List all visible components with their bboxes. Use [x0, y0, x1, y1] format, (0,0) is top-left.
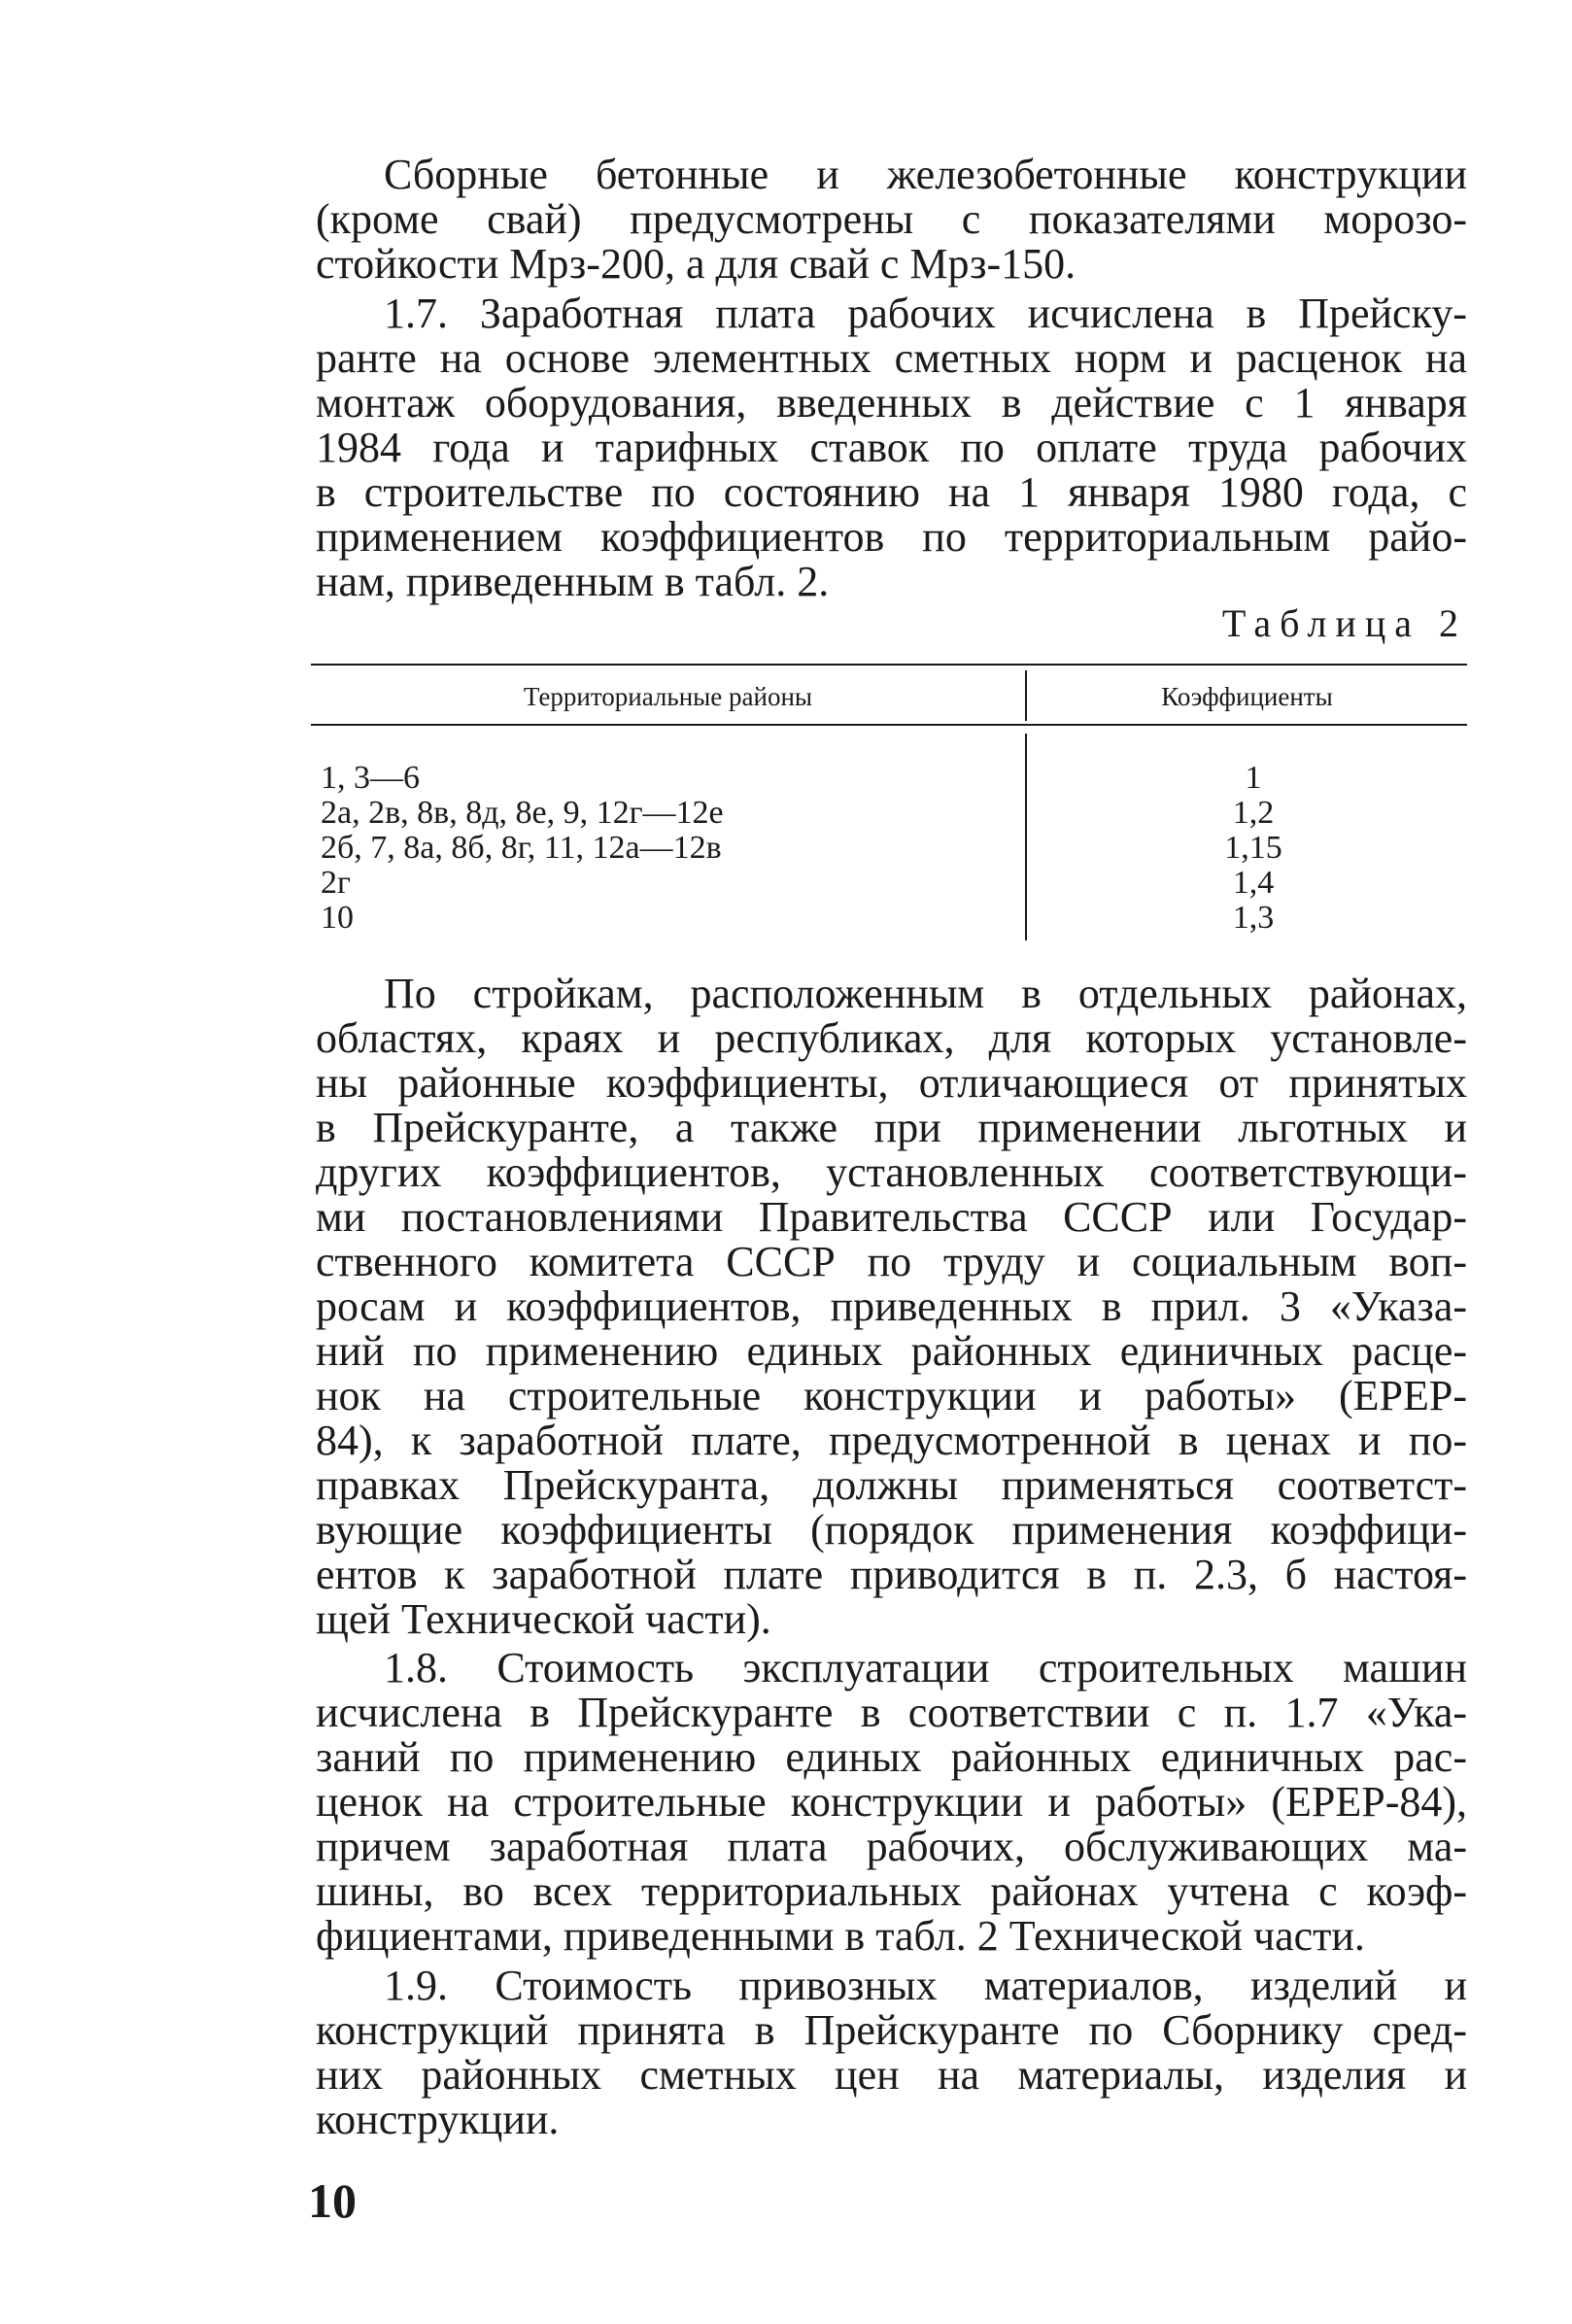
- text-line: вующие коэффициенты (порядок применения коэффици-: [316, 1506, 1467, 1554]
- text-line: в строительстве по состоянию на 1 января 1980 года, с: [316, 468, 1467, 516]
- text-line: монтаж оборудования, введенных в действие с 1 января: [316, 379, 1467, 427]
- text-line: нок на строительные конструкции и работы» (ЕРЕР-: [316, 1372, 1467, 1419]
- text-line: Сборные бетонные и железобетонные конструкции: [384, 151, 1467, 198]
- text-line: них районных сметных цен на материалы, изделия и: [316, 2051, 1467, 2099]
- text-line: щей Технической части).: [316, 1595, 771, 1643]
- text-line: 84), к заработной плате, предусмотренной в ценах и по-: [316, 1417, 1467, 1464]
- table-top-rule: [311, 664, 1467, 666]
- table-cell-region: 1, 3—6: [321, 760, 420, 796]
- table-cell-region: 2а, 2в, 8в, 8д, 8е, 9, 12г—12е: [321, 795, 724, 831]
- table-cell-coef: 1,3: [1232, 900, 1275, 936]
- table-cell-coef: 1,15: [1224, 830, 1282, 866]
- table-caption: Таблица 2: [1221, 601, 1467, 645]
- table-cell-region: 2г: [321, 865, 351, 901]
- text-line: применением коэффициентов по территориальным райо-: [316, 513, 1467, 561]
- text-line: ценок на строительные конструкции и работы» (ЕРЕР-84),: [316, 1778, 1467, 1826]
- table-cell-region: 10: [321, 900, 354, 936]
- table-header-divider: [1025, 670, 1027, 721]
- text-line: исчислена в Прейскуранте в соответствии с п. 1.7 «Ука-: [316, 1689, 1467, 1736]
- text-line: правках Прейскуранта, должны применяться соответст-: [316, 1461, 1467, 1509]
- text-line: областях, краях и республиках, для которых установле-: [316, 1014, 1467, 1062]
- table-header-coefficients: Коэффициенты: [1161, 682, 1333, 711]
- text-line: ранте на основе элементных сметных норм и расценок на: [316, 334, 1467, 382]
- text-line: 1984 года и тарифных ставок по оплате труда рабочих: [316, 424, 1467, 471]
- text-line: конструкций принята в Прейскуранте по Сборнику сред-: [316, 2006, 1467, 2054]
- text-line: 1.8. Стоимость эксплуатации строительных машин: [384, 1644, 1467, 1692]
- text-line: (кроме свай) предусмотрены с показателями морозо-: [316, 195, 1467, 243]
- text-line: По стройкам, расположенным в отдельных районах,: [384, 970, 1467, 1017]
- text-line: ний по применению единых районных единичных расце-: [316, 1327, 1467, 1375]
- text-line: других коэффициентов, установленных соответствующи-: [316, 1148, 1467, 1196]
- text-line: заний по применению единых районных единичных рас-: [316, 1733, 1467, 1781]
- table-cell-region: 2б, 7, 8а, 8б, 8г, 11, 12а—12в: [321, 830, 722, 866]
- text-line: ми постановлениями Правительства СССР или Государ-: [316, 1193, 1467, 1241]
- text-line: стойкости Мрз-200, а для свай с Мрз-150.: [316, 240, 1076, 288]
- text-line: конструкции.: [316, 2096, 560, 2143]
- text-line: причем заработная плата рабочих, обслуживающих ма-: [316, 1823, 1467, 1870]
- text-line: ентов к заработной плате приводится в п. 2.3, б настоя-: [316, 1551, 1467, 1598]
- table-header-rule: [311, 724, 1467, 726]
- table-header-regions: Территориальные районы: [523, 682, 813, 711]
- text-line: в Прейскуранте, а также при применении льготных и: [316, 1104, 1467, 1151]
- text-line: фициентами, приведенными в табл. 2 Технической части.: [316, 1912, 1365, 1960]
- text-line: нам, приведенным в табл. 2.: [316, 558, 830, 605]
- table-cell-coef: 1,4: [1232, 865, 1275, 901]
- table-column-divider: [1025, 734, 1027, 940]
- table-cell-coef: 1: [1245, 760, 1262, 796]
- text-line: шины, во всех территориальных районах учтена с коэф-: [316, 1867, 1467, 1915]
- text-line: 1.9. Стоимость привозных материалов, изделий и: [384, 1962, 1467, 2009]
- text-line: 1.7. Заработная плата рабочих исчислена в Прейску-: [384, 290, 1467, 337]
- page-number: 10: [308, 2173, 357, 2228]
- text-line: ственного комитета СССР по труду и социальным воп-: [316, 1238, 1467, 1285]
- table-cell-coef: 1,2: [1232, 795, 1275, 831]
- text-line: ны районные коэффициенты, отличающиеся от принятых: [316, 1059, 1467, 1107]
- text-line: росам и коэффициентов, приведенных в прил. 3 «Указа-: [316, 1282, 1467, 1330]
